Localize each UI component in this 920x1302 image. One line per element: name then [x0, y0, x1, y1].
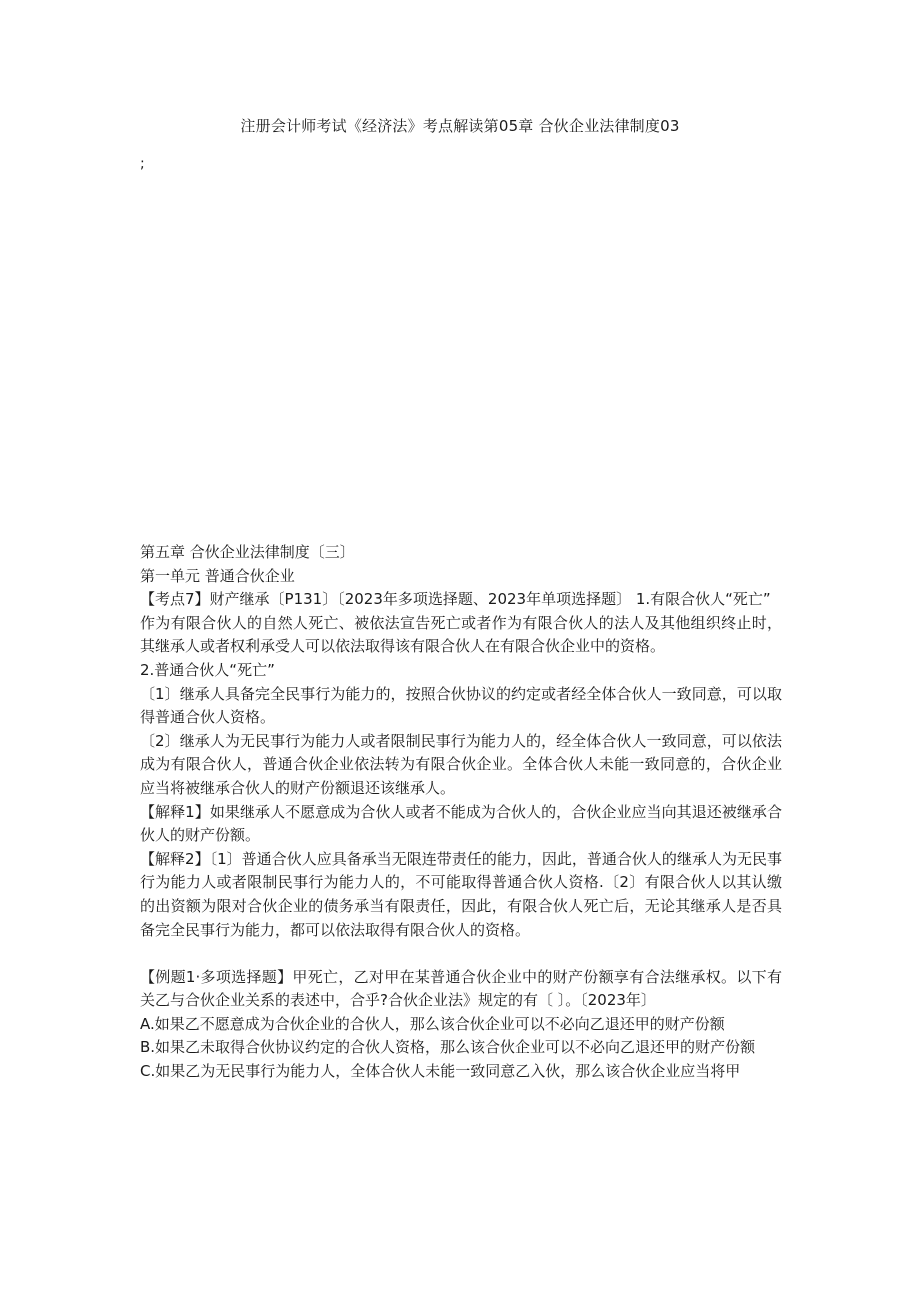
answer-option-a: A.如果乙不愿意成为合伙企业的合伙人，那么该合伙企业可以不必向乙退还甲的财产份额 — [140, 1014, 725, 1033]
subheading: 2.普通合伙人“死亡” — [140, 660, 275, 679]
paragraph-gap — [140, 942, 782, 966]
stray-semicolon: ; — [140, 156, 145, 172]
body-paragraph: 〔1〕继承人具备完全民事行为能力的，按照合伙协议的约定或者经全体合伙人一致同意，可以取得普通合伙人资格。 — [140, 684, 782, 727]
body-paragraph: 〔2〕继承人为无民事行为能力人或者限制民事行为能力人的，经全体合伙人一致同意，可以依法成为有限合伙人，普通合伙企业依法转为有限合伙企业。全体合伙人未能一致同意的，合伙企业应当将被继承合伙人的财产份额退还该继承人。 — [140, 731, 782, 797]
answer-option-b: B.如果乙未取得合伙协议约定的合伙人资格，那么该合伙企业可以不必向乙退还甲的财产份额 — [140, 1038, 756, 1057]
answer-option-c: C.如果乙为无民事行为能力人，全体合伙人未能一致同意乙入伙，那么该合伙企业应当将甲 — [140, 1062, 741, 1081]
chapter-heading: 第五章 合伙企业法律制度〔三〕 — [140, 543, 355, 561]
example-question: 【例题1·多项选择题】甲死亡，乙对甲在某普通合伙企业中的财产份额享有合法继承权。以下有关乙与合伙企业关系的表述中，合乎?合伙企业法》规定的有〔 〕。〔2023年〕 — [140, 967, 782, 1010]
document-title: 注册会计师考试《经济法》考点解读第05章 合伙企业法律制度03 — [240, 117, 680, 135]
key-point-heading: 【考点7】财产继承〔P131〕〔2023年多项选择题、2023年单项选择题〕 1.有限合伙人“死亡” — [140, 590, 771, 609]
unit-heading: 第一单元 普通合伙企业 — [140, 566, 295, 585]
document-body — [140, 541, 782, 1084]
explanation-paragraph: 【解释2】〔1〕普通合伙人应具备承当无限连带责任的能力，因此，普通合伙人的继承人为无民事行为能力人或者限制民事行为能力人的，不可能取得普通合伙人资格.〔2〕有限合伙人以其认缴的出资额为限对合伙企业的债务承当有限责任，因此，有限合伙人死亡后，无论其继承人是否具备完全民事行为能力，都可以依法取得有限合伙人的资格。 — [140, 849, 782, 939]
body-paragraph: 作为有限合伙人的自然人死亡、被依法宣告死亡或者作为有限合伙人的法人及其他组织终止时，其继承人或者权利承受人可以依法取得该有限合伙人在有限合伙企业中的资格。 — [140, 613, 782, 656]
explanation-paragraph: 【解释1】如果继承人不愿意成为合伙人或者不能成为合伙人的，合伙企业应当向其退还被继承合伙人的财产份额。 — [140, 802, 782, 845]
